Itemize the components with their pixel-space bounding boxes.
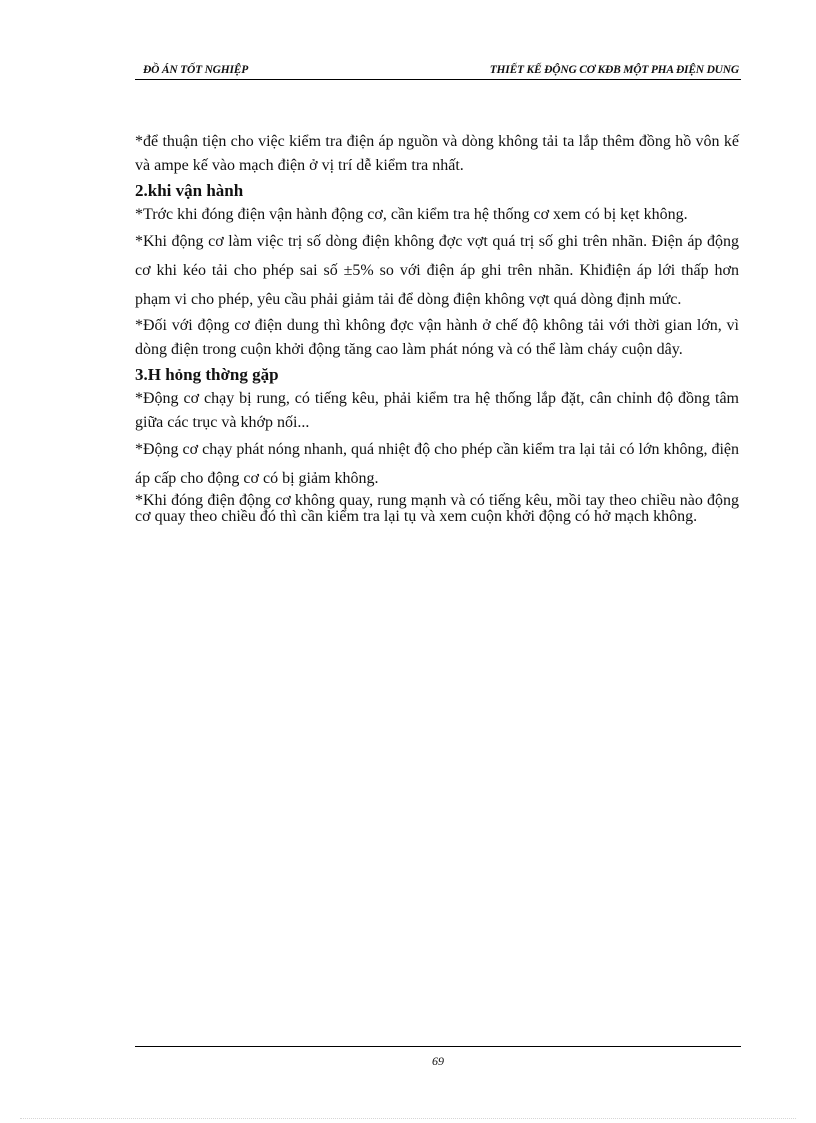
- section-heading-operation: 2.khi vận hành: [135, 181, 244, 200]
- header-left-title: ĐỒ ÁN TỐT NGHIỆP: [143, 64, 249, 76]
- section-heading-common-faults: 3.H hỏng thờng gặp: [135, 365, 279, 384]
- header-right-title: THIẾT KẾ ĐỘNG CƠ KĐB MỘT PHA ĐIỆN DUNG: [489, 64, 739, 76]
- paragraph-overheating: *Động cơ chạy phát nóng nhanh, quá nhiệt độ cho phép cần kiểm tra lại tải có lớn không, điện áp cấp cho động cơ có bị giảm không.: [135, 441, 739, 487]
- paragraph-pre-start-check: *Trớc khi đóng điện vận hành động cơ, cần kiểm tra hệ thống cơ xem có bị kẹt không.: [135, 206, 688, 223]
- page-header: [135, 63, 741, 80]
- paragraph-source-check: *để thuận tiện cho việc kiểm tra điện áp nguồn và dòng không tải ta lắp thêm đồng hồ vôn kế và ampe kế vào mạch điện ở vị trí dễ kiểm tra nhất.: [135, 133, 739, 174]
- paragraph-no-rotation: *Khi đóng điện động cơ không quay, rung mạnh và có tiếng kêu, mồi tay theo chiều nào động cơ quay theo chiều đó thì cần kiểm tra lại tụ và xem cuộn khởi động có hở mạch không.: [135, 492, 739, 525]
- paragraph-capacitor-motor: *Đối với động cơ điện dung thì không đợc vận hành ở chế độ không tải với thời gian lớn, vì dòng điện trong cuộn khởi động tăng cao làm phát nóng và có thể làm cháy cuộn dây.: [135, 317, 739, 358]
- page-number: 69: [432, 1054, 444, 1068]
- page-bottom-edge: [20, 1118, 796, 1119]
- footer-divider: [135, 1046, 741, 1047]
- paragraph-vibration: *Động cơ chạy bị rung, có tiếng kêu, phải kiểm tra hệ thống lắp đặt, cân chỉnh độ đồng tâm giữa các trục và khớp nối...: [135, 390, 739, 431]
- paragraph-current-voltage: *Khi động cơ làm việc trị số dòng điện không đợc vợt quá trị số ghi trên nhãn. Điện áp động cơ khi kéo tải cho phép sai số ±5% so với điện áp ghi trên nhãn. Khiđiện áp lới thấp hơn phạm vi cho phép, yêu cầu phải giảm tải để dòng điện không vợt quá dòng định mức.: [135, 233, 739, 308]
- document-body: [135, 130, 739, 525]
